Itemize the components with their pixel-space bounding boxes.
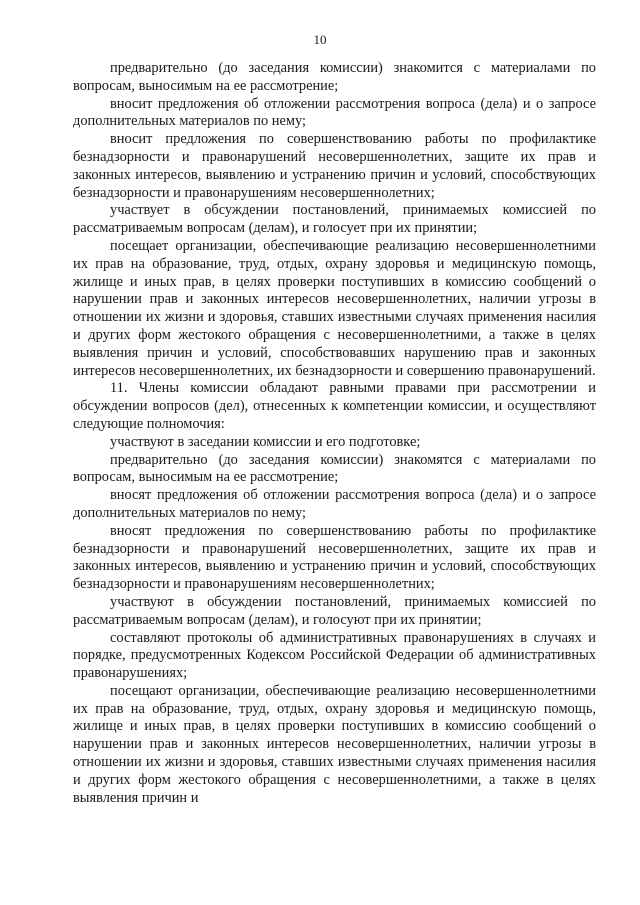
paragraph: участвуют в заседании комиссии и его подготовке;: [110, 433, 421, 450]
paragraph: предварительно (до заседания комиссии) знакомятся с материалами по вопросам, выносимым на ее рассмотрение;: [73, 451, 596, 486]
paragraph: вносит предложения об отложении рассмотрения вопроса (дела) и о запросе дополнительных материалов по нему;: [73, 95, 596, 130]
paragraph: составляют протоколы об административных правонарушениях в случаях и порядке, предусмотренных Кодексом Российской Федерации об административных правонарушениях;: [73, 629, 596, 682]
paragraph: посещают организации, обеспечивающие реализацию несовершеннолетними их прав на образование, труд, отдых, охрану здоровья и медицинскую помощь, жилище и иных прав, в целях проверки поступивших в комиссию сообщений о нарушении прав и законных интересов несовершеннолетних, наличии угрозы в отношении их жизни и здоровья, ставших известными случаях применения насилия и других форм жестокого обращения с несовершеннолетними, а также в целях выявления причин и: [73, 682, 596, 806]
paragraph: участвуют в обсуждении постановлений, принимаемых комиссией по рассматриваемым вопросам (делам), и голосуют при их принятии;: [73, 593, 596, 628]
paragraph: вносят предложения об отложении рассмотрения вопроса (дела) и о запросе дополнительных материалов по нему;: [73, 487, 596, 521]
paragraph: вносят предложения по совершенствованию работы по профилактике безнадзорности и правонарушений несовершеннолетних, защите их прав и законных интересов, выявлению и устранению причин и условий, способствующих безнадзорности и правонарушениям несовершеннолетних;: [73, 522, 596, 593]
paragraph: вносит предложения по совершенствованию работы по профилактике безнадзорности и правонарушений несовершеннолетних, защите их прав и законных интересов, выявлению и устранению причин и условий, способствующих безнадзорности и правонарушениям несовершеннолетних;: [73, 131, 596, 201]
paragraph: 11. Члены комиссии обладают равными правами при рассмотрении и обсуждении вопросов (дел), отнесенных к компетенции комиссии, и осуществляют следующие полномочия:: [73, 380, 596, 432]
paragraph: участвует в обсуждении постановлений, принимаемых комиссией по рассматриваемым вопросам (делам), и голосует при их принятии;: [73, 202, 596, 237]
page-number: 10: [313, 32, 327, 47]
paragraph: посещает организации, обеспечивающие реализацию несовершеннолетними их прав на образование, труд, отдых, охрану здоровья и медицинскую помощь, жилище и иных прав, в целях проверки поступивших в комиссию сообщений о нарушении прав и законных интересов несовершеннолетних, наличии угрозы в отношении их жизни и здоровья, ставших известными случаях применения насилия и других форм жестокого обращения с несовершеннолетними, а также в целях выявления причин и условий, способствовавших нарушению прав и законных интересов несовершеннолетних, их безнадзорности и совершению правонарушений.: [73, 237, 596, 379]
paragraph: предварительно (до заседания комиссии) знакомится с материалами по вопросам, выносимым на ее рассмотрение;: [73, 60, 596, 94]
document-body: [73, 60, 596, 807]
